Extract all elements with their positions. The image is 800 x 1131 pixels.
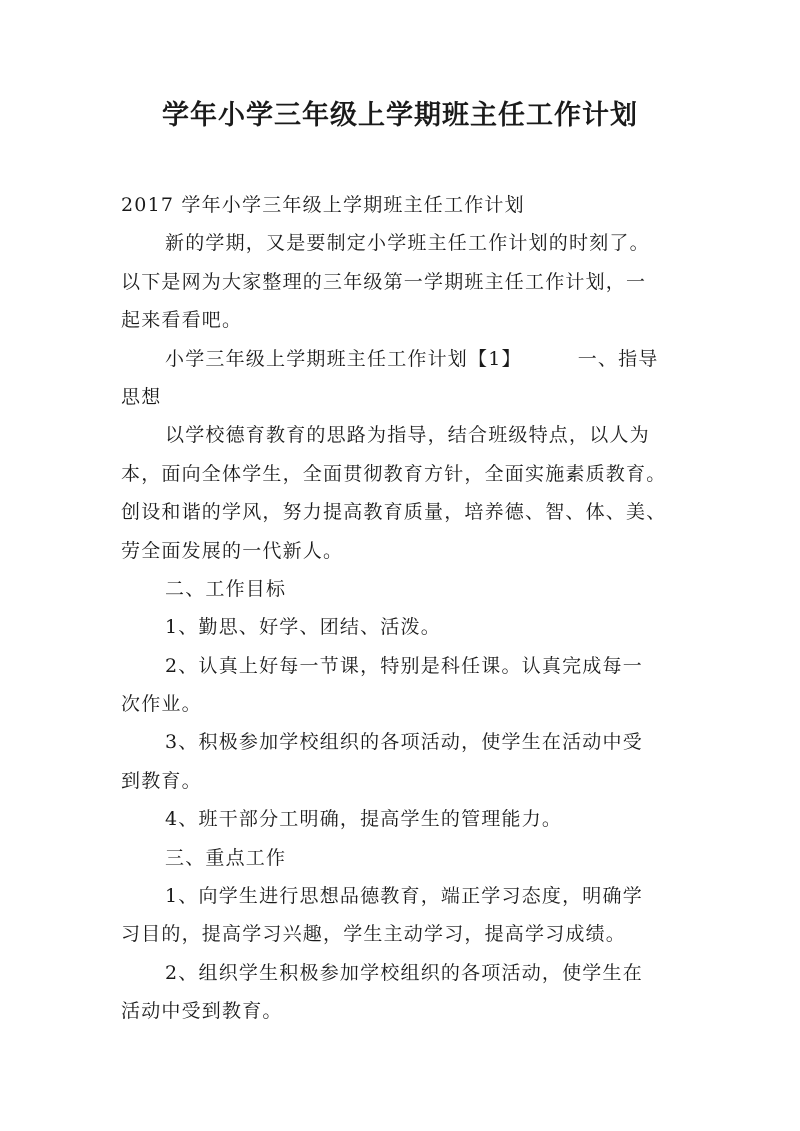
paragraph-line: 起来看看吧。 <box>121 309 243 332</box>
section-heading: 三、重点工作 <box>165 846 287 869</box>
paragraph-line: 以下是网为大家整理的三年级第一学期班主任工作计划，一 <box>121 270 647 293</box>
section-heading: 二、工作目标 <box>165 577 287 600</box>
list-item-continuation: 次作业。 <box>121 693 202 716</box>
paragraph-line: 新的学期，又是要制定小学班主任工作计划的时刻了。 <box>165 232 650 255</box>
list-item: 1、向学生进行思想品德教育，端正学习态度，明确学 <box>165 885 643 908</box>
document-body <box>121 186 686 1031</box>
paragraph-line: 以学校德育教育的思路为指导，结合班级特点，以人为 <box>165 424 650 447</box>
section-heading-line <box>121 340 686 378</box>
subtitle-line: 2017 学年小学三年级上学期班主任工作计划 <box>121 194 525 216</box>
section-heading: 一、指导 <box>577 347 659 370</box>
paragraph-line: 劳全面发展的一代新人。 <box>121 539 344 562</box>
list-item: 2、认真上好每一节课，特别是科任课。认真完成每一 <box>165 654 643 677</box>
paragraph-line: 创设和谐的学风，努力提高教育质量，培养德、智、体、美、 <box>121 501 667 524</box>
paragraph-line: 本，面向全体学生，全面贯彻教育方针，全面实施素质教育。 <box>121 462 667 485</box>
document-title: 学年小学三年级上学期班主任工作计划 <box>162 100 638 131</box>
section-heading: 小学三年级上学期班主任工作计划【1】 <box>165 347 522 370</box>
list-item: 3、积极参加学校组织的各项活动，使学生在活动中受 <box>165 731 643 754</box>
section-heading-continuation: 思想 <box>121 385 162 408</box>
list-item-continuation: 习目的，提高学习兴趣，学生主动学习，提高学习成绩。 <box>121 923 627 946</box>
list-item: 1、勤思、好学、团结、活泼。 <box>165 616 441 639</box>
list-item-continuation: 到教育。 <box>121 769 202 792</box>
list-item: 4、班干部分工明确，提高学生的管理能力。 <box>165 808 563 831</box>
list-item-continuation: 活动中受到教育。 <box>121 1000 283 1023</box>
list-item: 2、组织学生积极参加学校组织的各项活动，使学生在 <box>165 961 643 984</box>
